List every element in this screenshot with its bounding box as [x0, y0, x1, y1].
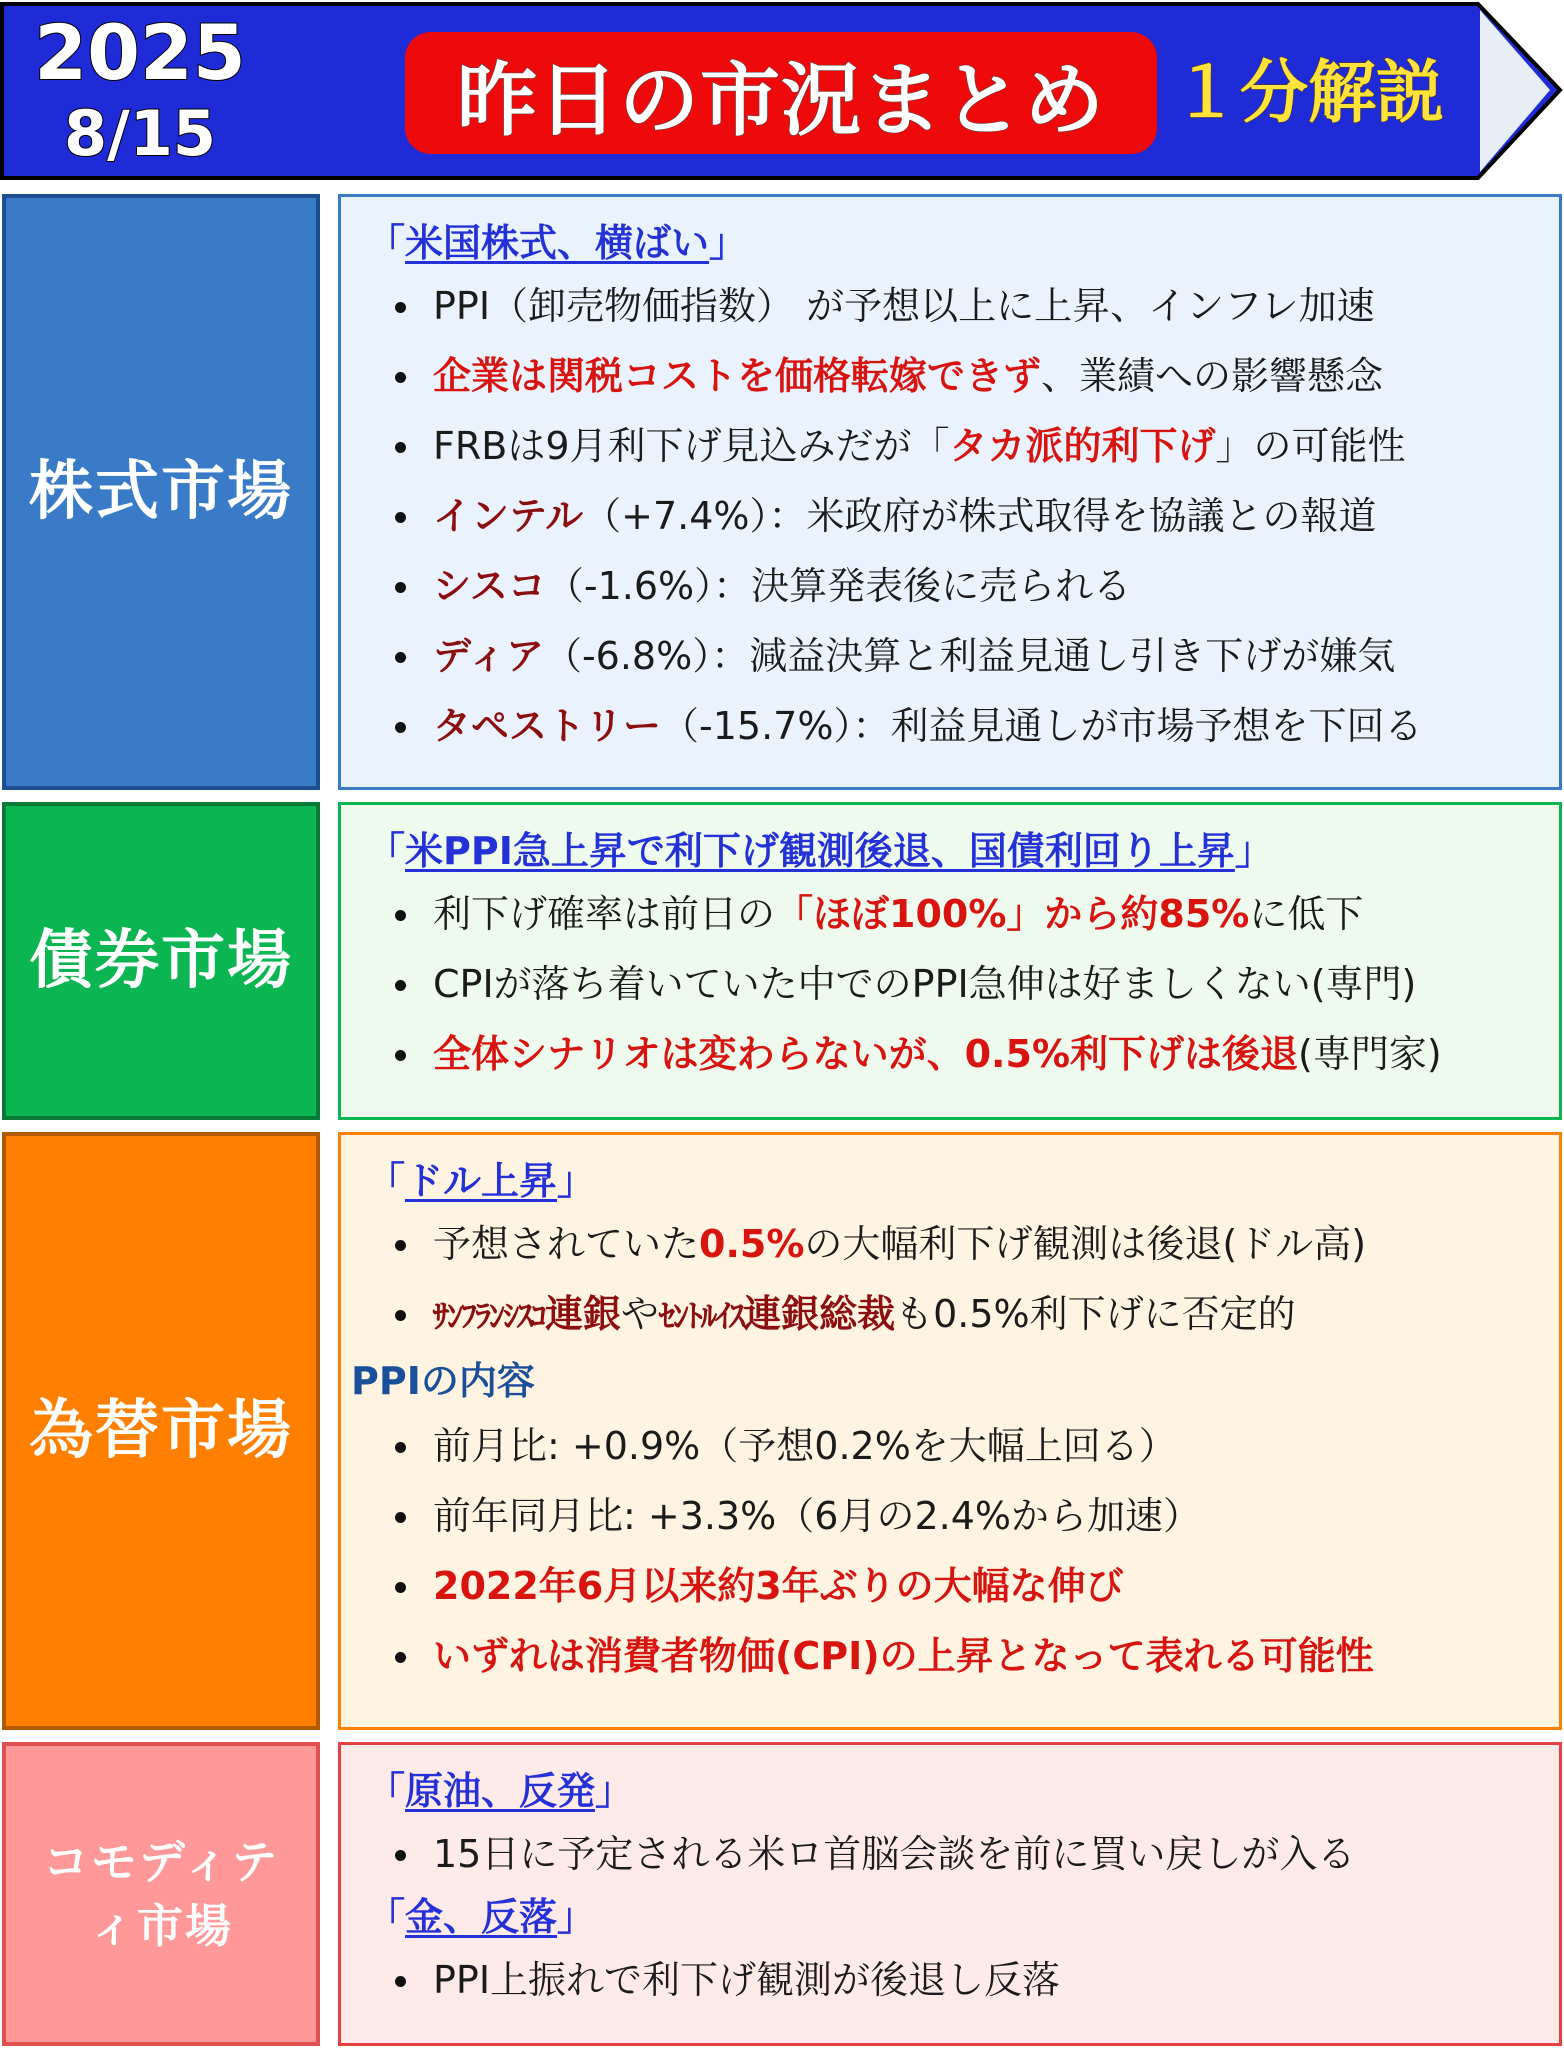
title-badge — [405, 32, 1157, 154]
section-label-text: 為替市場 — [29, 1394, 293, 1468]
list-item: 15日に予定される米ロ首脳会談を前に買い戻しが入る — [377, 1819, 1535, 1889]
date-text: 8/15 — [63, 97, 217, 170]
section-content-bonds — [338, 802, 1562, 1120]
bullet-list — [377, 1209, 1535, 1351]
section-heading: 「ドル上昇」 — [367, 1159, 596, 1203]
list-item: 企業は関税コストを価格転嫁できず、業績への影響懸念 — [377, 341, 1535, 411]
section-heading: 「米PPI急上昇で利下げ観測後退、国債利回り上昇」 — [367, 829, 1273, 873]
section-label-text: コモディテ ィ市場 — [42, 1835, 280, 1953]
list-item: インテル（+7.4%）：米政府が株式取得を協議との報道 — [377, 481, 1535, 551]
section-label-text: 債券市場 — [29, 924, 293, 998]
list-item: CPIが落ち着いていた中でのPPI急伸は好ましくない(専門) — [377, 949, 1535, 1019]
heading-link: 米PPI急上昇で利下げ観測後退、国債利回り上昇 — [405, 829, 1235, 873]
list-item: ｻﾝﾌﾗﾝｼｽｺ連銀やｾﾝﾄﾙｲｽ連銀総裁も0.5%利下げに否定的 — [377, 1279, 1535, 1351]
list-item: いずれは消費者物価(CPI)の上昇となって表れる可能性 — [377, 1621, 1535, 1691]
list-item: 前月比: +0.9%（予想0.2%を大幅上回る） — [377, 1411, 1535, 1481]
bullet-list — [377, 1819, 1535, 1889]
page-title: 昨日の市況まとめ — [457, 53, 1105, 147]
list-item: シスコ（-1.6%）：決算発表後に売られる — [377, 551, 1535, 621]
section-content-fx — [338, 1132, 1562, 1730]
section-label-bonds — [2, 802, 320, 1120]
bullet-list — [377, 271, 1535, 761]
bullet-list — [377, 1945, 1535, 2015]
heading-link: 金、反落 — [405, 1895, 558, 1939]
heading-link: ドル上昇 — [405, 1159, 558, 1203]
list-item: PPI上振れで利下げ観測が後退し反落 — [377, 1945, 1535, 2015]
section-content-commodity — [338, 1742, 1562, 2046]
section-label-stocks — [2, 194, 320, 790]
section-heading: 「原油、反発」 — [367, 1769, 634, 1813]
section-label-commodity — [2, 1742, 320, 2046]
header-banner — [0, 0, 1564, 182]
section-label-text: 株式市場 — [29, 455, 293, 529]
list-item: ディア（-6.8%）：減益決算と利益見通し引き下げが嫌気 — [377, 621, 1535, 691]
page-subtitle: １分解説 — [1172, 54, 1445, 133]
bullet-list — [377, 879, 1535, 1089]
heading-link: 米国株式、横ばい — [405, 221, 710, 265]
section-heading: 「米国株式、横ばい」 — [367, 221, 748, 265]
list-item: 2022年6月以来約3年ぶりの大幅な伸び — [377, 1551, 1535, 1621]
section-content-stocks — [338, 194, 1562, 790]
section-heading: 「金、反落」 — [367, 1895, 596, 1939]
year-text: 2025 — [34, 8, 246, 97]
list-item: 予想されていた0.5%の大幅利下げ観測は後退(ドル高) — [377, 1209, 1535, 1279]
list-item: 利下げ確率は前日の「ほぼ100%」から約85%に低下 — [377, 879, 1535, 949]
list-item: 前年同月比: +3.3%（6月の2.4%から加速） — [377, 1481, 1535, 1551]
list-item: タペストリー（-15.7%）：利益見通しが市場予想を下回る — [377, 691, 1535, 761]
list-item: PPI（卸売物価指数） が予想以上に上昇、インフレ加速 — [377, 271, 1535, 341]
bullet-list — [377, 1411, 1535, 1691]
heading-link: 原油、反発 — [405, 1769, 596, 1813]
section-label-fx — [2, 1132, 320, 1730]
ppi-subheading: PPIの内容 — [351, 1359, 535, 1403]
list-item: FRBは9月利下げ見込みだが「タカ派的利下げ」の可能性 — [377, 411, 1535, 481]
list-item: 全体シナリオは変わらないが、0.5%利下げは後退(専門家) — [377, 1019, 1535, 1089]
